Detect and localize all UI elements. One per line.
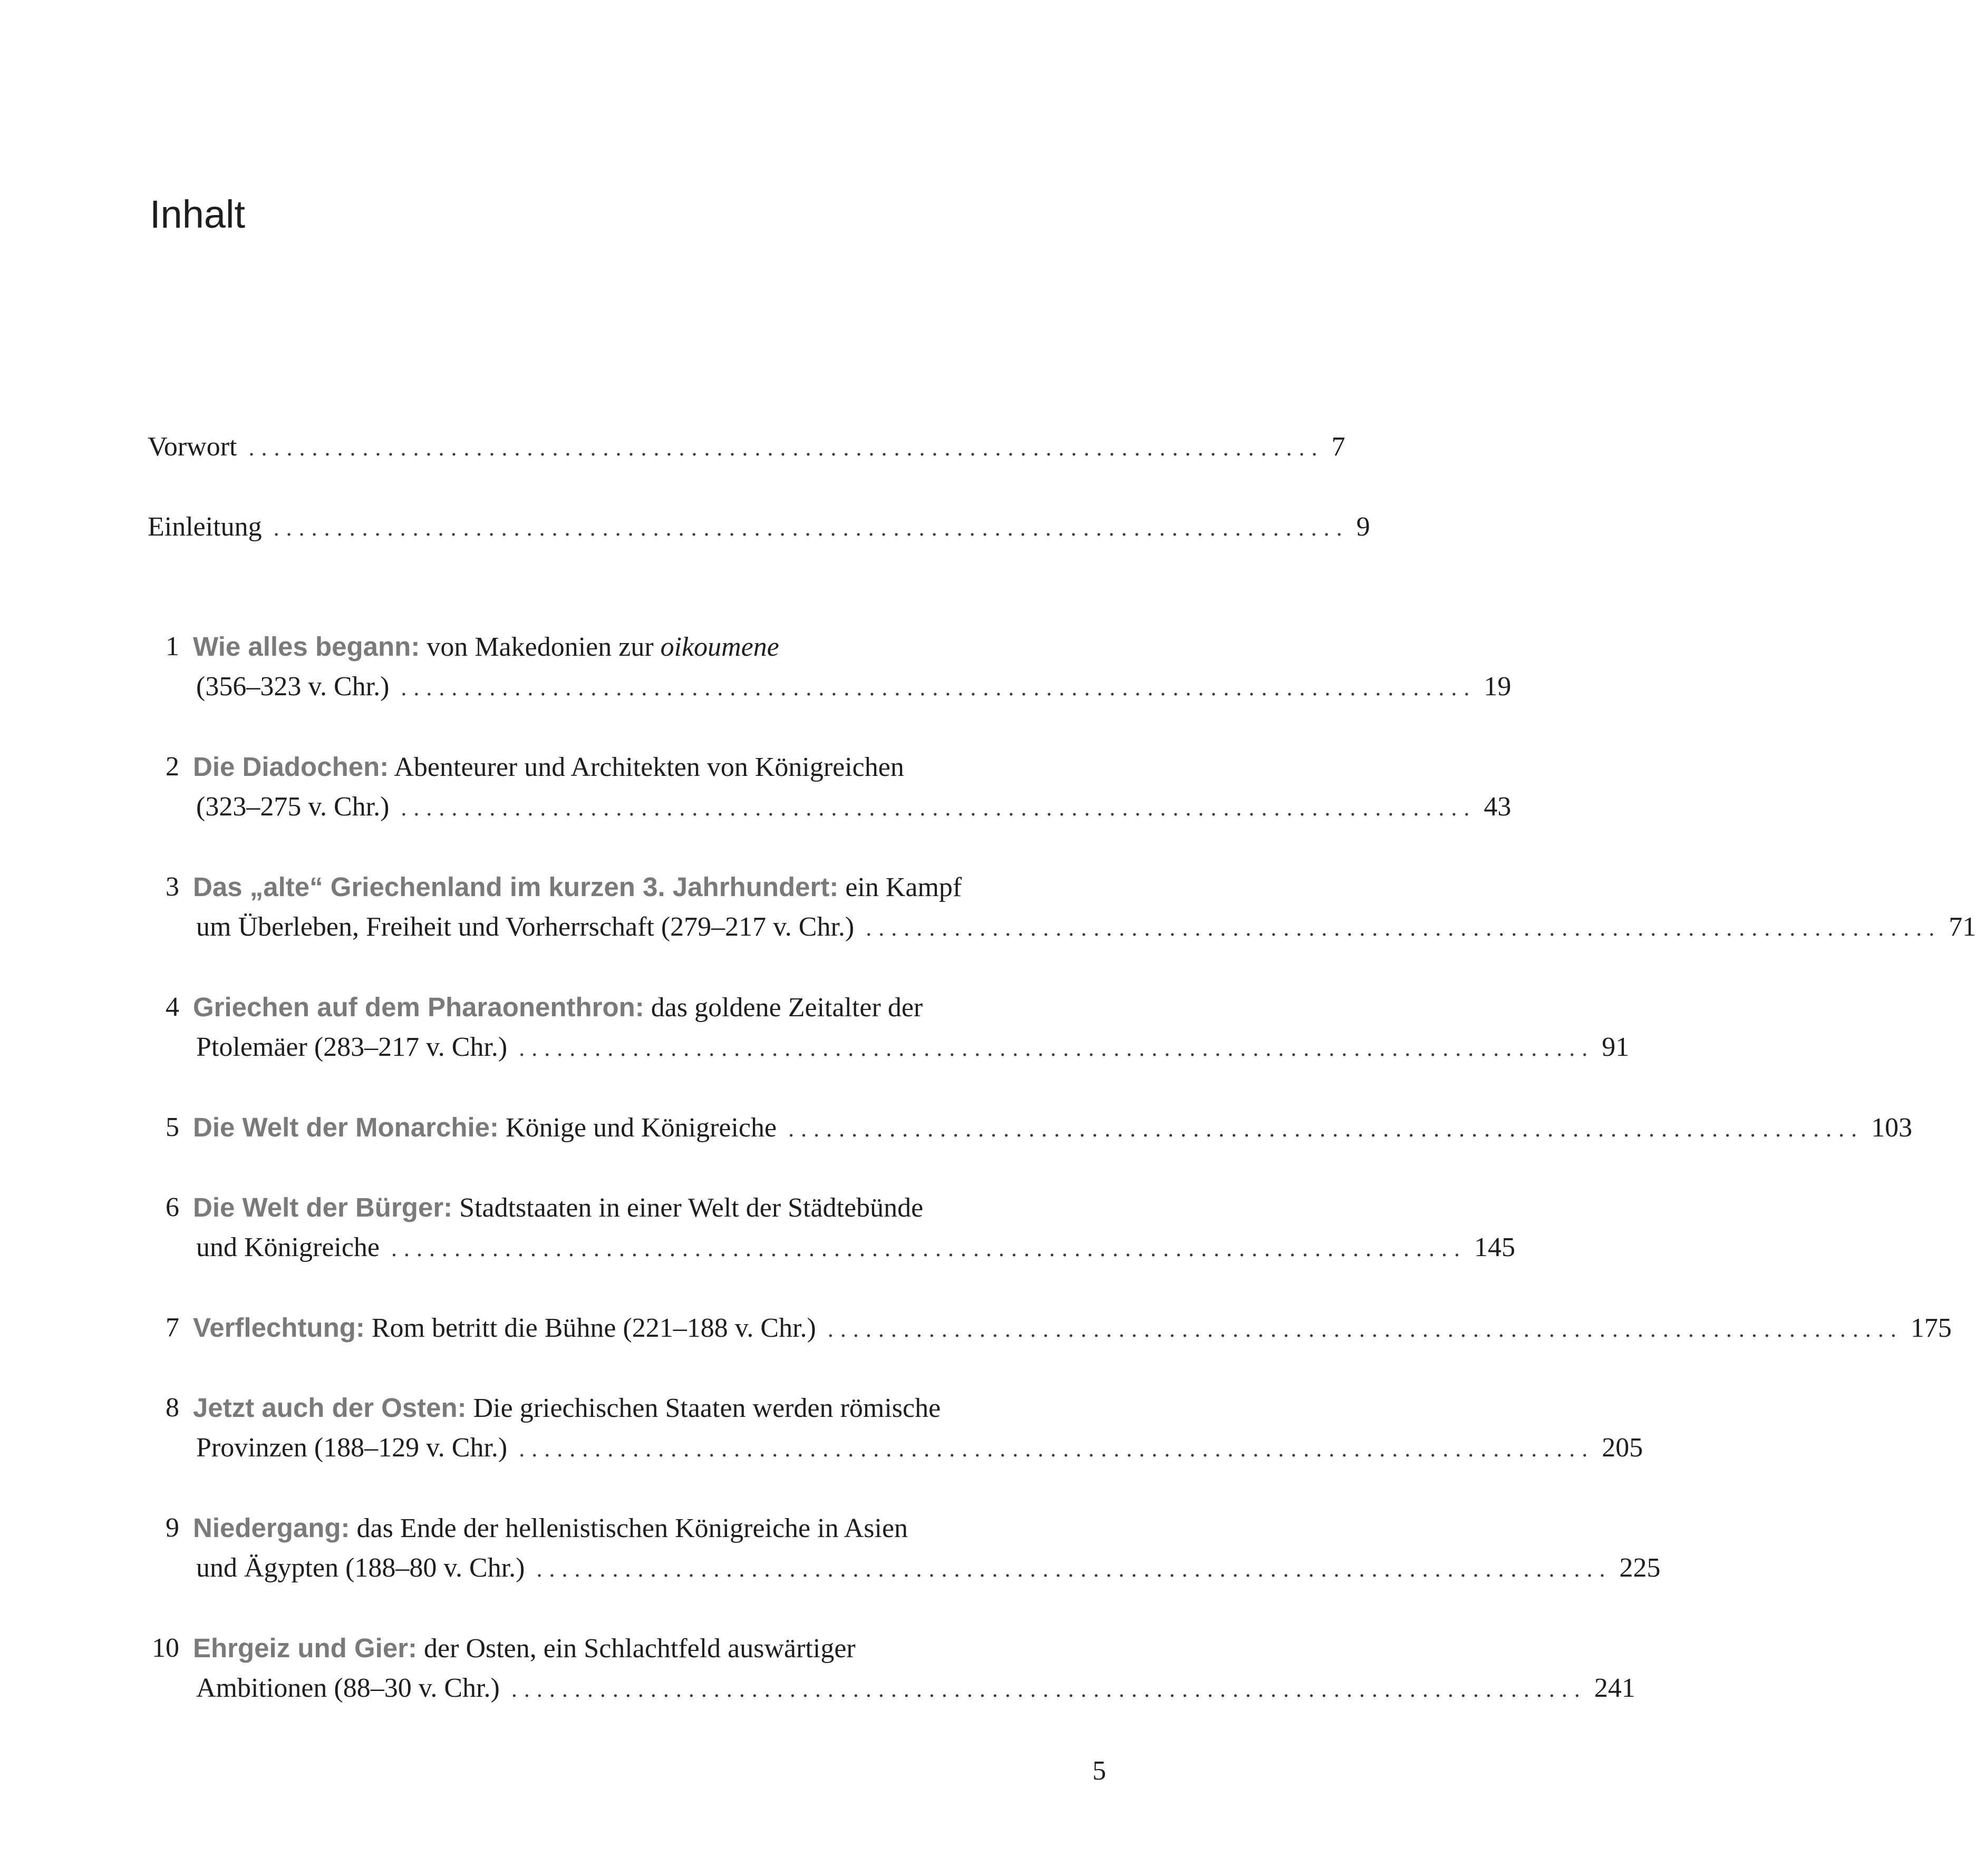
chapter-subtitle-continued: und Königreiche [196, 1232, 380, 1262]
dot-leader: ..................................................................................... [866, 915, 1942, 941]
chapter-subtitle: das goldene Zeitalter der [644, 993, 923, 1023]
toc-page-number: 9 [1356, 512, 1370, 542]
chapter-number: 3 [166, 872, 179, 902]
chapter-subtitle-continued: Ambitionen (88–30 v. Chr.) [196, 1673, 500, 1703]
chapter-number: 4 [166, 992, 179, 1022]
chapter-subtitle-continued: und Ägypten (188–80 v. Chr.) [196, 1553, 525, 1583]
chapter-subtitle-continued: Provinzen (188–129 v. Chr.) [196, 1433, 508, 1463]
chapter-subtitle: Rom betritt die Bühne (221–188 v. Chr.) [364, 1313, 816, 1343]
toc-page-number: 43 [1484, 792, 1512, 822]
page-title: Inhalt [150, 192, 246, 236]
toc-page-number: 91 [1602, 1032, 1630, 1062]
toc-page-number: 175 [1910, 1313, 1952, 1343]
chapter-subtitle: Abenteurer und Architekten von Königreichen [389, 752, 904, 782]
chapter-subtitle: Stadtstaaten in einer Welt der Städtebünde [452, 1193, 924, 1223]
dot-leader: ..................................................................................... [519, 1436, 1595, 1462]
chapter-subtitle: Könige und Königreiche [499, 1113, 777, 1143]
toc-page-number: 19 [1484, 672, 1512, 702]
chapter-subtitle-italic: oikoumene [660, 632, 779, 662]
toc-page-number: 225 [1619, 1553, 1661, 1583]
dot-leader: ..................................................................................... [827, 1316, 1903, 1342]
dot-leader: ..................................................................................... [401, 795, 1477, 821]
chapter-number: 9 [166, 1513, 179, 1543]
chapter-number: 1 [166, 631, 179, 662]
dot-leader: ..................................................................................... [273, 515, 1349, 541]
toc-page-number: 7 [1331, 432, 1345, 462]
toc-page-number: 205 [1602, 1433, 1643, 1463]
chapter-keyword: Wie alles begann: [193, 631, 420, 662]
chapter-number: 2 [166, 752, 179, 782]
toc-page-number: 103 [1871, 1113, 1913, 1143]
chapter-number: 8 [166, 1393, 179, 1423]
chapter-number: 10 [152, 1633, 179, 1663]
chapter-keyword: Die Welt der Monarchie: [193, 1112, 499, 1142]
chapter-keyword: Ehrgeiz und Gier: [193, 1633, 418, 1663]
chapter-subtitle-continued: Ptolemäer (283–217 v. Chr.) [196, 1032, 508, 1062]
toc-page-number: 241 [1594, 1673, 1635, 1703]
toc-page-number: 71 [1949, 912, 1976, 942]
chapter-keyword: Griechen auf dem Pharaonenthron: [193, 992, 644, 1022]
toc-page-number: 145 [1474, 1232, 1516, 1262]
dot-leader: ..................................................................................... [788, 1116, 1864, 1142]
chapter-number: 5 [166, 1112, 179, 1142]
chapter-subtitle-continued: (356–323 v. Chr.) [196, 672, 390, 702]
chapter-subtitle-continued: (323–275 v. Chr.) [196, 792, 390, 822]
chapter-subtitle-continued: um Überleben, Freiheit und Vorherrschaft (279–217 v. Chr.) [196, 912, 855, 942]
chapter-subtitle: ein Kampf [838, 872, 962, 902]
chapter-keyword: Die Diadochen: [193, 752, 389, 782]
dot-leader: ..................................................................................... [536, 1556, 1612, 1582]
chapter-keyword: Jetzt auch der Osten: [193, 1393, 467, 1423]
chapter-subtitle: das Ende der hellenistischen Königreiche in Asien [350, 1513, 908, 1543]
dot-leader: ..................................................................................... [519, 1035, 1595, 1061]
dot-leader: ..................................................................................... [401, 675, 1477, 701]
dot-leader: ..................................................................................... [248, 435, 1324, 461]
dot-leader: ..................................................................................... [391, 1236, 1467, 1261]
chapter-keyword: Niedergang: [193, 1513, 350, 1543]
toc-entry-title: Vorwort [148, 432, 237, 462]
chapter-keyword: Das „alte“ Griechenland im kurzen 3. Jahrhundert: [193, 872, 839, 902]
chapter-number: 7 [166, 1313, 179, 1343]
toc-entry-title: Einleitung [148, 512, 262, 542]
chapter-keyword: Die Welt der Bürger: [193, 1192, 453, 1222]
chapter-subtitle: der Osten, ein Schlachtfeld auswärtiger [417, 1634, 856, 1664]
chapter-number: 6 [166, 1192, 179, 1222]
page-folio-number: 5 [1092, 1756, 1106, 1786]
chapter-subtitle: Die griechischen Staaten werden römische [466, 1393, 941, 1423]
chapter-keyword: Verflechtung: [193, 1313, 365, 1343]
chapter-subtitle: von Makedonien zur [420, 632, 661, 662]
dot-leader: ..................................................................................... [511, 1676, 1587, 1702]
